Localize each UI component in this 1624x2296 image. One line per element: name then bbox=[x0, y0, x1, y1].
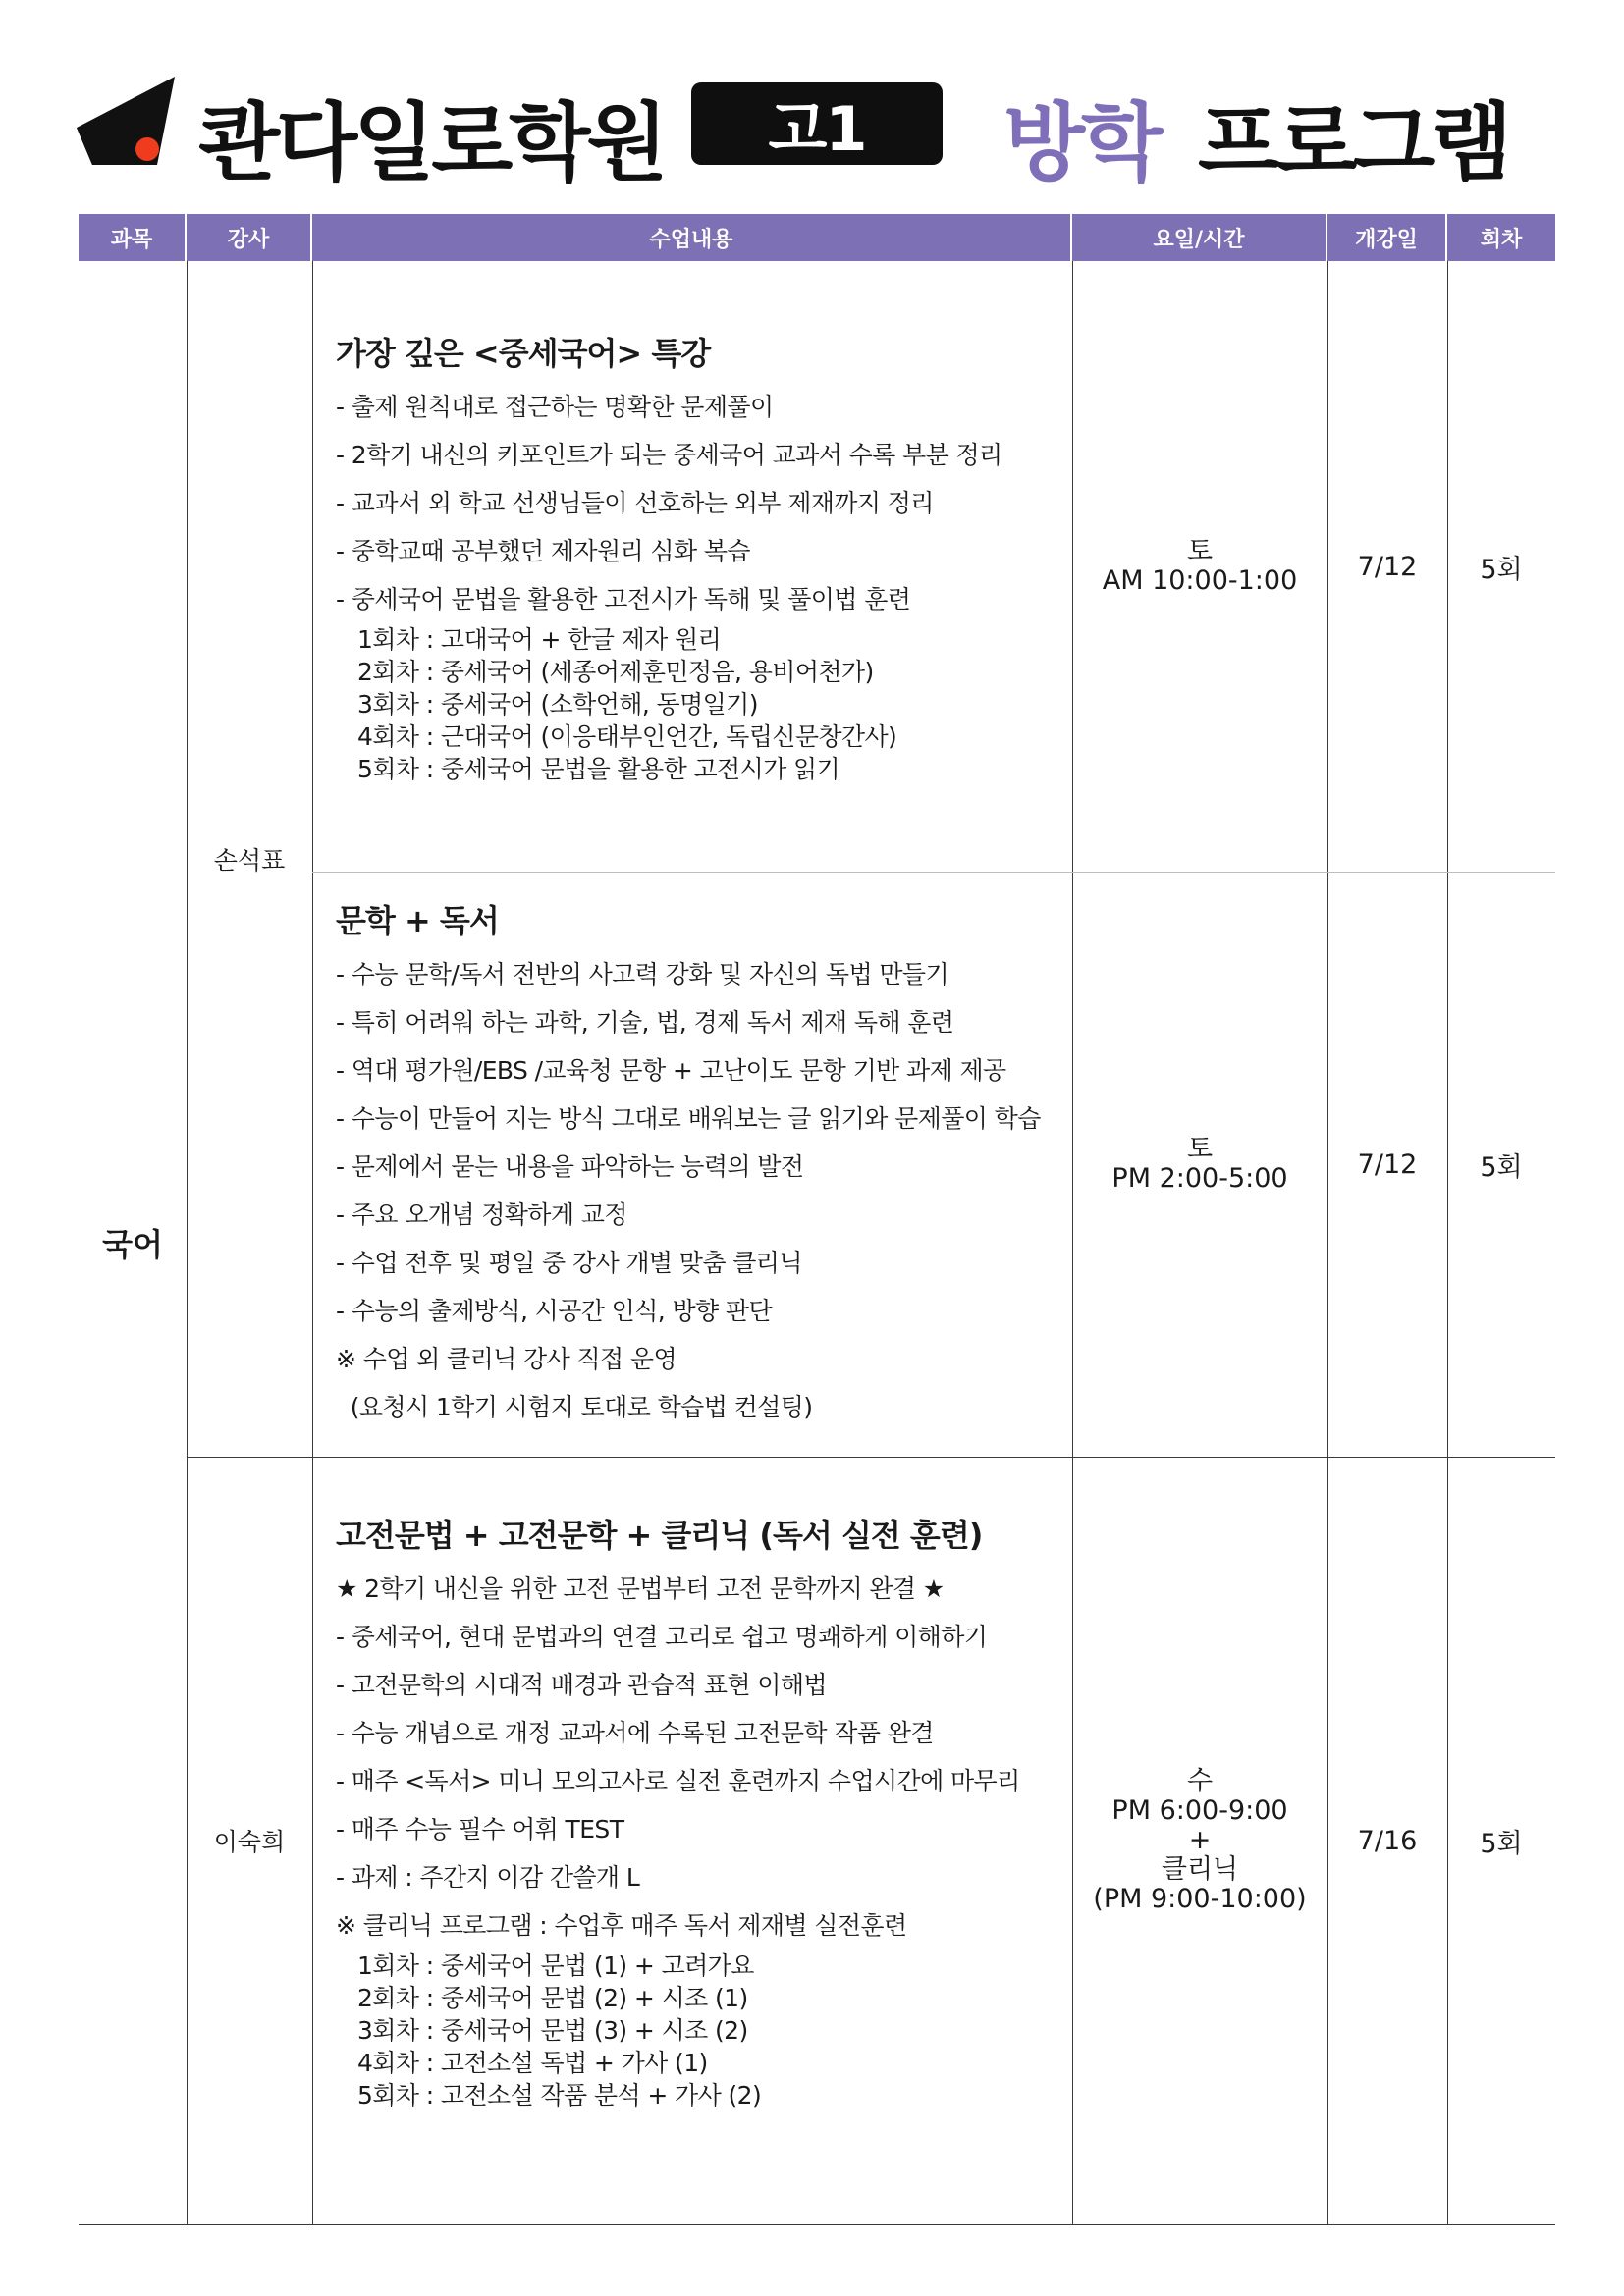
course-content bbox=[336, 1508, 1020, 2111]
table-bottom-border bbox=[79, 2224, 1555, 2225]
course-line: - 중세국어, 현대 문법과의 연결 고리로 쉽고 명쾌하게 이해하기 bbox=[336, 1623, 988, 1651]
course-line: - 2학기 내신의 키포인트가 되는 중세국어 교과서 수록 부분 정리 bbox=[336, 441, 1002, 469]
session-count-cell: 5회 bbox=[1480, 1151, 1523, 1183]
schedule-cell bbox=[1072, 261, 1327, 872]
course-line: - 수능 개념으로 개정 교과서에 수록된 고전문학 작품 완결 bbox=[336, 1719, 934, 1747]
course-line: - 교과서 외 학교 선생님들이 선호하는 외부 제재까지 정리 bbox=[336, 489, 934, 517]
header-start-date: 개강일 bbox=[1327, 214, 1447, 261]
session-line: 4회차 : 근대국어 (이응태부인언간, 독립신문창간사) bbox=[357, 722, 897, 751]
session-line: 3회차 : 중세국어 문법 (3) + 시조 (2) bbox=[357, 2016, 748, 2045]
course-title: 가장 깊은 <중세국어> 특강 bbox=[336, 335, 711, 372]
session-line: 5회차 : 중세국어 문법을 활용한 고전시가 읽기 bbox=[357, 755, 840, 783]
session-line: 1회차 : 중세국어 문법 (1) + 고려가요 bbox=[357, 1951, 754, 1980]
course-line: ※ 클리닉 프로그램 : 수업후 매주 독서 제재별 실전훈련 bbox=[336, 1911, 907, 1940]
title-program: 프로그램 bbox=[1198, 94, 1509, 192]
course-content bbox=[336, 326, 1002, 785]
start-date-cell: 7/16 bbox=[1357, 1825, 1418, 1856]
day: 토 bbox=[1186, 1134, 1214, 1164]
course-line: - 출제 원칙대로 접근하는 명확한 문제풀이 bbox=[336, 393, 774, 421]
course-content bbox=[336, 893, 1041, 1431]
schedule-cell bbox=[1072, 872, 1327, 1457]
schedule-cell bbox=[1072, 1457, 1327, 2224]
course-line: - 매주 수능 필수 어휘 TEST bbox=[336, 1815, 624, 1843]
course-title: 고전문법 + 고전문학 + 클리닉 (독서 실전 훈련) bbox=[336, 1517, 983, 1554]
header-schedule: 요일/시간 bbox=[1072, 214, 1327, 261]
course-line: - 주요 오개념 정확하게 교정 bbox=[336, 1201, 627, 1229]
instructor-cell: 이숙희 bbox=[213, 1828, 286, 1856]
session-line: 5회차 : 고전소설 작품 분석 + 가사 (2) bbox=[357, 2081, 762, 2109]
course-line: - 매주 <독서> 미니 모의고사로 실전 훈련까지 수업시간에 마무리 bbox=[336, 1767, 1020, 1795]
time: PM 2:00-5:00 bbox=[1111, 1163, 1288, 1194]
plus-sign: + bbox=[1188, 1825, 1212, 1855]
course-line: - 중세국어 문법을 활용한 고전시가 독해 및 풀이법 훈련 bbox=[336, 585, 911, 614]
header-sessions: 회차 bbox=[1480, 227, 1523, 252]
start-date-cell: 7/12 bbox=[1357, 1148, 1418, 1180]
course-line: - 수능이 만들어 지는 방식 그대로 배워보는 글 읽기와 문제풀이 학습 bbox=[336, 1104, 1041, 1133]
course-line: - 역대 평가원/EBS /교육청 문항 + 고난이도 문항 기반 과제 제공 bbox=[336, 1056, 1006, 1085]
page-header bbox=[77, 69, 1549, 192]
course-line: - 수능의 출제방식, 시공간 인식, 방향 판단 bbox=[336, 1297, 772, 1325]
time: PM 6:00-9:00 bbox=[1111, 1795, 1288, 1826]
session-line: 4회차 : 고전소설 독법 + 가사 (1) bbox=[357, 2049, 708, 2077]
grade-badge: 고1 bbox=[691, 82, 943, 165]
header-instructor: 강사 bbox=[187, 214, 312, 261]
course-line: (요청시 1학기 시험지 토대로 학습법 컨설팅) bbox=[336, 1393, 813, 1421]
day: 토 bbox=[1186, 536, 1214, 566]
course-line: - 수업 전후 및 평일 중 강사 개별 맞춤 클리닉 bbox=[336, 1249, 802, 1277]
table-header bbox=[79, 214, 1555, 261]
clinic-time: (PM 9:00-10:00) bbox=[1093, 1884, 1307, 1914]
header-content: 수업내용 bbox=[312, 214, 1072, 261]
title-accent: 방학 bbox=[1003, 94, 1160, 192]
session-count-cell: 5회 bbox=[1480, 1828, 1523, 1859]
course-line: ★ 2학기 내신을 위한 고전 문법부터 고전 문학까지 완결 ★ bbox=[336, 1575, 945, 1603]
session-count-cell: 5회 bbox=[1480, 554, 1523, 585]
day: 수 bbox=[1186, 1766, 1214, 1796]
clinic-label: 클리닉 bbox=[1161, 1854, 1239, 1885]
course-line: - 문제에서 묻는 내용을 파악하는 능력의 발전 bbox=[336, 1152, 804, 1181]
session-line: 2회차 : 중세국어 문법 (2) + 시조 (1) bbox=[357, 1984, 748, 2012]
triangle-logo-icon bbox=[77, 77, 179, 165]
divider bbox=[312, 261, 313, 2224]
course-title: 문학 + 독서 bbox=[336, 902, 499, 939]
course-line: ※ 수업 외 클리닉 강사 직접 운영 bbox=[336, 1345, 677, 1373]
header-subject: 과목 bbox=[79, 214, 187, 261]
time: AM 10:00-1:00 bbox=[1102, 565, 1298, 596]
start-date-cell: 7/12 bbox=[1357, 551, 1418, 582]
subject-cell: 국어 bbox=[102, 1226, 163, 1263]
course-line: - 수능 문학/독서 전반의 사고력 강화 및 자신의 독법 만들기 bbox=[336, 960, 949, 988]
course-line: - 과제 : 주간지 이감 간쓸개 L bbox=[336, 1863, 640, 1892]
course-line: - 특히 어려워 하는 과학, 기술, 법, 경제 독서 제재 독해 훈련 bbox=[336, 1008, 954, 1037]
instructor-cell: 손석표 bbox=[213, 846, 286, 875]
session-line: 1회차 : 고대국어 + 한글 제자 원리 bbox=[357, 625, 722, 654]
academy-name: 콴다일로학원 bbox=[198, 94, 665, 192]
session-line: 2회차 : 중세국어 (세종어제훈민정음, 용비어천가) bbox=[357, 658, 874, 686]
course-line: - 중학교때 공부했던 제자원리 심화 복습 bbox=[336, 537, 750, 565]
session-line: 3회차 : 중세국어 (소학언해, 동명일기) bbox=[357, 690, 758, 719]
course-line: - 고전문학의 시대적 배경과 관습적 표현 이해법 bbox=[336, 1671, 827, 1699]
